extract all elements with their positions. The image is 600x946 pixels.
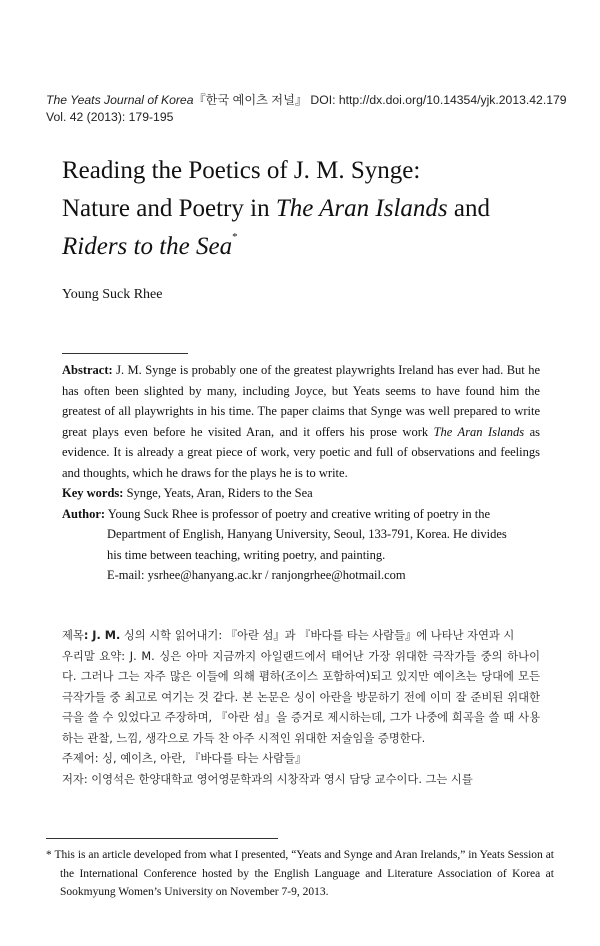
footnote-divider bbox=[46, 838, 278, 839]
article-title bbox=[62, 152, 562, 266]
abstract-text: J. M. Synge is probably one of the greatest playwrights Ireland has ever had. But he has often been slighted by many, including Joyce, but Yeats seems to have found him the greatest of all playwrights in his time. The paper claims that Synge was well prepared to write great plays even before he visited Aran, and it offers his prose work bbox=[62, 363, 540, 439]
keywords bbox=[62, 483, 540, 504]
author-info-line-1 bbox=[62, 504, 540, 525]
title-work-aran-islands: The Aran Islands bbox=[275, 195, 448, 222]
journal-name-en: The Yeats Journal of Korea bbox=[46, 93, 194, 107]
keywords-text: Synge, Yeats, Aran, Riders to the Sea bbox=[123, 486, 313, 500]
korean-title-colon: : bbox=[83, 629, 89, 642]
author-email[interactable]: E-mail: ysrhee@hanyang.ac.kr / ranjongrhee@hotmail.com bbox=[107, 568, 406, 582]
author-info-line-2: Department of English, Hanyang University, Seoul, 133-791, Korea. He divides bbox=[107, 527, 507, 541]
abstract-label: Abstract: bbox=[62, 363, 113, 377]
author-name: Young Suck Rhee bbox=[62, 287, 163, 302]
title-text: and bbox=[447, 195, 490, 222]
journal-name-ko: 『한국 예이츠 저널』 bbox=[193, 93, 308, 107]
volume-info: Vol. 42 (2013): 179-195 bbox=[46, 110, 174, 124]
keywords-label: Key words: bbox=[62, 486, 124, 500]
footnote: * This is an article developed from what I presented, “Yeats and Synge and Aran Irelands,” in Yeats Session at the International Conference hosted by the English Language and Literature Association of Korea at Sookmyung Women’s University on November 7-9, 2013. bbox=[46, 849, 554, 898]
title-line-2 bbox=[62, 190, 562, 228]
running-header bbox=[46, 92, 566, 126]
korean-title-jm: J. M. bbox=[88, 629, 121, 642]
title-line-3 bbox=[62, 228, 562, 266]
korean-author: 저자: 이영석은 한양대학교 영어영문학과의 시창작과 영시 담당 교수이다. 그는 시를 bbox=[62, 772, 473, 786]
journal-citation-line bbox=[46, 92, 566, 109]
author-info bbox=[62, 504, 540, 586]
korean-abstract bbox=[62, 626, 540, 790]
abstract-section bbox=[62, 360, 540, 586]
title-line-1: Reading the Poetics of J. M. Synge: bbox=[62, 157, 421, 184]
author-info-line-3: his time between teaching, writing poetry, and painting. bbox=[107, 547, 386, 562]
title-work-riders: Riders to the Sea bbox=[62, 233, 233, 260]
abstract-paragraph bbox=[62, 360, 540, 483]
korean-title-text: 싱의 시학 읽어내기: 『아란 섬』과 『바다를 타는 사람들』에 나타난 자연과 시 bbox=[120, 629, 515, 642]
title-text: Nature and Poetry in bbox=[62, 195, 276, 222]
doi-link[interactable]: DOI: http://dx.doi.org/10.14354/yjk.2013.42.179 bbox=[307, 93, 567, 107]
korean-title bbox=[62, 626, 540, 647]
korean-keywords: 주제어: 싱, 예이츠, 아란, 『바다를 타는 사람들』 bbox=[62, 752, 307, 765]
abstract-work-title: The Aran Islands bbox=[433, 424, 525, 439]
footnote-marker[interactable]: * bbox=[232, 231, 238, 243]
author-info-label: Author: bbox=[62, 506, 106, 521]
korean-title-label: 제목 bbox=[62, 629, 84, 642]
korean-summary: 우리말 요약: J. M. 싱은 아마 지금까지 아일랜드에서 태어난 가장 위대한 극작가들 중의 하나이다. 그러나 그는 자주 많은 이들에 의해 폄하(조이스 포함하여)되고 있지만 예이츠는 당대에 모든 극작가들 중 최고로 여기는 것 같다. 본 논문은 싱이 아란을 방문하기 전에 이미 잘 준비된 위대한 극을 쓸 수 있었다고 주장하며, 『아란 섬』을 증거로 제시하는데, 그가 나중에 희곡을 쓸 때 사용하는 관찰, 느낌, 생각으로 가득 찬 아주 시적인 위대한 저술임을 증명한다. bbox=[62, 649, 540, 745]
abstract-text-end: as evidence. It is already a great piece of work, very poetic and full of observations and feelings and thoughts, which he draws for the plays he is to write. bbox=[62, 424, 540, 480]
abstract-divider bbox=[62, 353, 188, 354]
author-info-text: Young Suck Rhee is professor of poetry and creative writing of poetry in the bbox=[105, 506, 491, 521]
